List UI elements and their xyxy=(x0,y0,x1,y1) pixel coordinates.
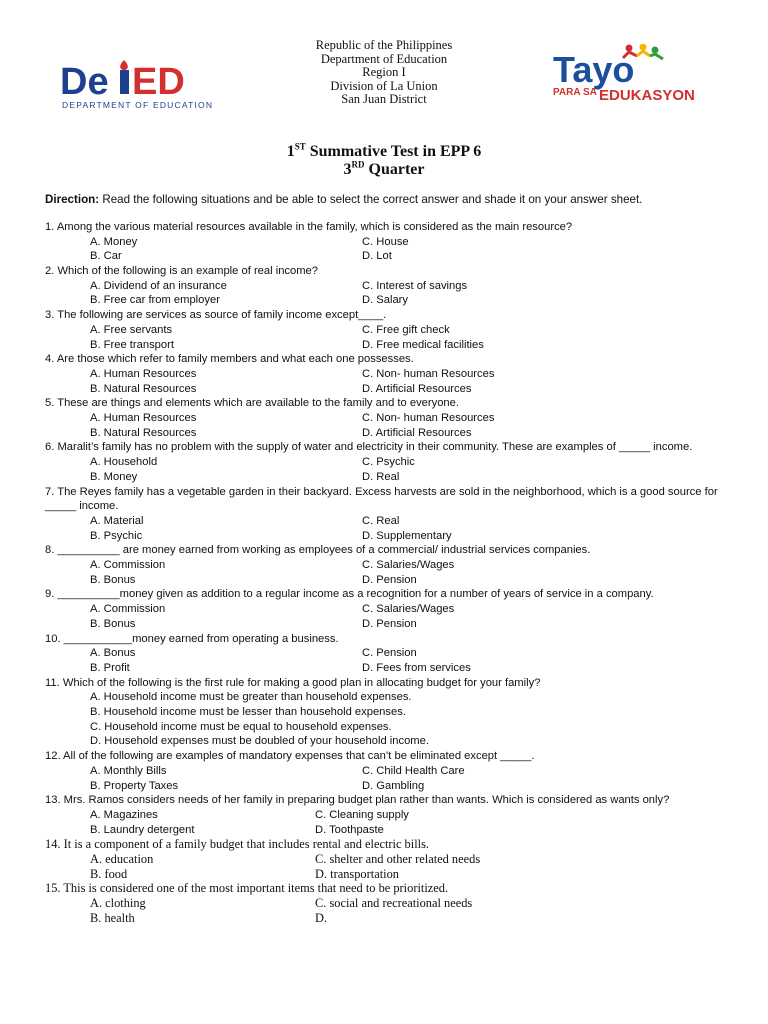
option: B. Free car from employer xyxy=(90,294,220,307)
option: B. Property Taxes xyxy=(90,779,179,792)
option: D. transportation xyxy=(315,866,399,881)
option: D. Gambling xyxy=(362,779,425,792)
option: D. Pension xyxy=(362,617,417,630)
option: D. Artificial Resources xyxy=(362,382,472,395)
question-6: 6. Maralit’s family has no problem with the supply of water and electricity in their community. These are examples of _____ income. xyxy=(45,441,693,454)
option: A. Household xyxy=(90,456,158,469)
deped-logo-subtitle: DEPARTMENT OF EDUCATION xyxy=(62,100,214,110)
header-line: San Juan District xyxy=(341,92,427,106)
question-11: 11. Which of the following is the first rule for making a good plan in allocating budget for your family? xyxy=(45,676,541,689)
option: C. Salaries/Wages xyxy=(362,603,455,616)
title-line-1: 1ST Summative Test in EPP 6 xyxy=(286,141,482,160)
option: B. Laundry detergent xyxy=(90,823,195,836)
option: B. Household income must be lesser than household expenses. xyxy=(90,706,406,719)
option: A. Dividend of an insurance xyxy=(90,279,227,292)
option: A. Magazines xyxy=(90,808,158,821)
question-15: 15. This is considered one of the most important items that need to be prioritized. xyxy=(45,881,449,896)
option: A. Commission xyxy=(90,603,166,616)
test-title xyxy=(0,143,768,179)
serif-questions xyxy=(45,837,725,925)
question-9: 9. __________money given as addition to a regular income as a recognition for a number of years of service in a company. xyxy=(45,588,654,601)
question-10: 10. ___________money earned from operating a business. xyxy=(45,632,339,645)
header-line: Republic of the Philippines xyxy=(315,38,453,52)
option: A. Household income must be greater than household expenses. xyxy=(90,691,412,704)
option: D. Pension xyxy=(362,573,417,586)
option: D. Salary xyxy=(362,294,409,307)
direction-label: Direction: xyxy=(45,193,100,206)
question-3: 3. The following are services as source of family income except____. xyxy=(45,309,387,322)
option: C. Pension xyxy=(362,647,417,660)
tayo-tagline-1: PARA SA xyxy=(553,87,597,98)
question-list xyxy=(45,220,725,926)
option: D. Artificial Resources xyxy=(362,426,472,439)
title-line-2: 3RD Quarter xyxy=(343,159,425,178)
question-8: 8. __________ are money earned from working as employees of a commercial/ industrial services companies. xyxy=(45,544,591,557)
option: A. Commission xyxy=(90,559,166,572)
option: C. Real xyxy=(362,514,400,527)
option: B. Profit xyxy=(90,661,130,674)
options-10 xyxy=(45,646,725,675)
option: D. Fees from services xyxy=(362,661,471,674)
option: A. education xyxy=(90,852,154,867)
options-9 xyxy=(45,602,725,631)
option: C. Salaries/Wages xyxy=(362,559,455,572)
option: A. Bonus xyxy=(90,647,136,660)
option: D. Real xyxy=(362,470,400,483)
option: C. Free gift check xyxy=(362,323,450,336)
option: B. Money xyxy=(90,470,138,483)
question-5: 5. These are things and elements which are available to the family and to everyone. xyxy=(45,397,459,410)
option: D. Supplementary xyxy=(362,529,452,542)
header-line: Department of Education xyxy=(320,51,448,66)
options-7 xyxy=(45,514,725,543)
option: C. shelter and other related needs xyxy=(315,852,481,867)
question-14: 14. It is a component of a family budget that includes rental and electric bills. xyxy=(45,837,429,852)
option: B. Natural Resources xyxy=(90,426,197,439)
direction-body: Read the following situations and be able to select the correct answer and shade it on your answer sheet. xyxy=(99,193,643,206)
option: D. Toothpaste xyxy=(315,823,384,836)
question-4: 4. Are those which refer to family members and what each one possesses. xyxy=(45,353,414,366)
options-5 xyxy=(45,411,725,440)
question-7: 7. The Reyes family has a vegetable garden in their backyard. Excess harvests are sold in the neighborhood, which is a good source for _____ income. xyxy=(45,485,718,513)
option: C. Cleaning supply xyxy=(315,808,409,821)
header-line: Region I xyxy=(362,65,406,79)
options-3 xyxy=(45,323,725,352)
svg-text:De: De xyxy=(60,61,109,103)
header-line: Division of La Union xyxy=(330,78,438,93)
option: B. Free transport xyxy=(90,338,174,351)
options-1 xyxy=(45,235,725,264)
tayo-word: Tayo xyxy=(553,49,635,90)
option: A. Material xyxy=(90,514,144,527)
option: A. Monthly Bills xyxy=(90,764,167,777)
option: D. Household expenses must be doubled of your household income. xyxy=(90,735,429,748)
option: B. Bonus xyxy=(90,617,136,630)
option: C. social and recreational needs xyxy=(315,896,473,911)
question-1: 1. Among the various material resources available in the family, which is considered as the main resource? xyxy=(45,221,573,233)
option: C. Household income must be equal to household expenses. xyxy=(90,720,392,733)
svg-text:ED: ED xyxy=(132,61,185,103)
options-6 xyxy=(45,455,725,484)
options-4 xyxy=(45,367,725,396)
options-14 xyxy=(45,852,725,881)
options-12 xyxy=(45,764,725,793)
option: A. clothing xyxy=(90,896,146,911)
option: C. Interest of savings xyxy=(362,279,468,292)
option: A. Human Resources xyxy=(90,412,197,425)
option: C. House xyxy=(362,235,409,248)
question-12: 12. All of the following are examples of mandatory expenses that can’t be eliminated except _____. xyxy=(45,750,535,763)
option: B. health xyxy=(90,910,135,925)
tayo-para-sa-edukasyon-logo xyxy=(551,44,713,110)
options-8 xyxy=(45,558,725,587)
direction-text xyxy=(45,193,642,206)
options-13 xyxy=(45,808,725,837)
option: D. Lot xyxy=(362,250,392,263)
option: C. Child Health Care xyxy=(362,764,465,777)
option: A. Human Resources xyxy=(90,367,197,380)
option: B. Car xyxy=(90,250,122,263)
option: B. Psychic xyxy=(90,529,143,542)
option: B. Bonus xyxy=(90,573,136,586)
option: A. Free servants xyxy=(90,323,173,336)
option: D. xyxy=(315,910,328,925)
option: B. food xyxy=(90,866,128,881)
option: A. Money xyxy=(90,235,138,248)
option: D. Free medical facilities xyxy=(362,338,484,351)
question-13: 13. Mrs. Ramos considers needs of her family in preparing budget plan rather than wants. Which is considered as wants only? xyxy=(45,794,670,807)
option: C. Non- human Resources xyxy=(362,412,495,425)
options-15 xyxy=(45,896,725,925)
option: C. Non- human Resources xyxy=(362,367,495,380)
question-2: 2. Which of the following is an example of real income? xyxy=(45,265,318,278)
options-2 xyxy=(45,279,725,308)
option: B. Natural Resources xyxy=(90,382,197,395)
tayo-tagline-2: EDUKASYON xyxy=(599,87,695,104)
option: C. Psychic xyxy=(362,456,415,469)
